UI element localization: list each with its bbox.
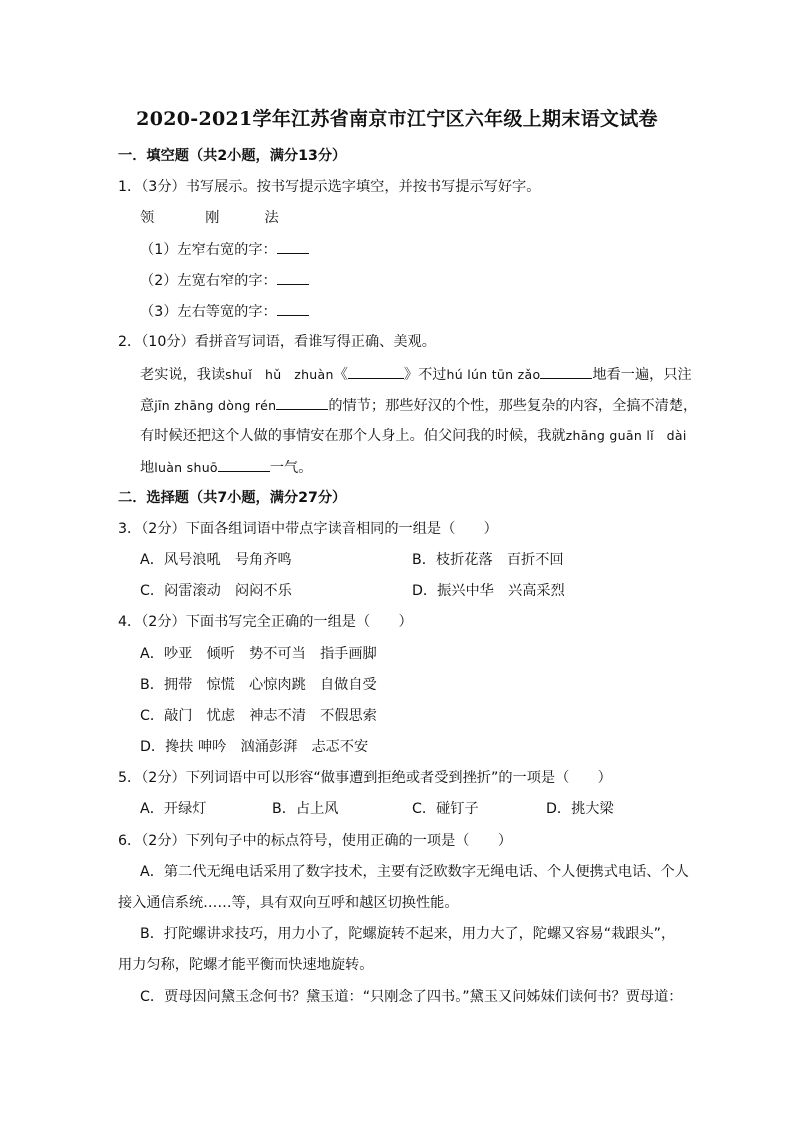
pinyin-prompt: shuǐ hǔ zhuàn	[225, 367, 334, 382]
section-heading-fill-blank: 一．填空题（共2小题，满分13分）	[118, 148, 347, 164]
question-5-option-a[interactable]: A．开绿灯	[140, 801, 207, 817]
text-segment: 老实说，我读	[140, 367, 226, 383]
question-5-option-b[interactable]: B．占上风	[272, 801, 339, 817]
answer-blank[interactable]	[277, 302, 309, 316]
answer-blank[interactable]	[276, 396, 328, 410]
text-segment: 一气。	[269, 460, 313, 476]
question-2-line-1	[140, 365, 692, 384]
answer-blank[interactable]	[348, 365, 404, 379]
question-4-stem: 4．（2分）下面书写完全正确的一组是（ ）	[118, 614, 413, 630]
text-segment: 《	[333, 367, 348, 383]
question-6-option-a-line-2[interactable]: 接入通信系统……等，具有双向互呼和越区切换性能。	[118, 895, 459, 911]
question-2-stem: 2．（10分）看拼音写词语，看谁写得正确、美观。	[118, 334, 436, 350]
question-6-option-a-line-1[interactable]: A．第二代无绳电话采用了数字技术，主要有泛欧数字无绳电话、个人便携式电话、个人	[140, 864, 689, 880]
question-5-option-d[interactable]: D．挑大梁	[546, 801, 614, 817]
text-segment: 有时候还把这个人做的事情安在那个人身上。伯父问我的时候，我就	[140, 428, 566, 444]
question-4-option-a[interactable]: A．吵亚 倾听 势不可当 指手画脚	[140, 646, 377, 662]
question-1-stem: 1．（3分）书写展示。按书写提示选字填空，并按书写提示写好字。	[118, 179, 541, 195]
text-segment: 意	[140, 398, 155, 414]
question-6-stem: 6．（2分）下列句子中的标点符号，使用正确的一项是（ ）	[118, 833, 513, 849]
question-1-sub-1	[140, 240, 309, 259]
question-2-line-2	[140, 396, 697, 415]
question-3-option-a[interactable]: A．风号浪吼 号角齐鸣	[140, 552, 292, 568]
answer-blank[interactable]	[218, 458, 270, 472]
pinyin-prompt: luàn shuō	[154, 460, 218, 475]
question-3-option-d[interactable]: D．振兴中华 兴高采烈	[412, 583, 565, 599]
answer-blank[interactable]	[277, 271, 309, 285]
question-1-sub-2	[140, 271, 309, 290]
char-option-3: 法	[264, 210, 279, 226]
question-4-option-d[interactable]: D．搀扶 呻吟 汹涌彭湃 忐忑不安	[140, 739, 369, 755]
question-2-line-4	[140, 458, 312, 477]
question-6-option-c-line-1[interactable]: C．贾母因问黛玉念何书？黛玉道：“只刚念了四书。”黛玉又问姊妹们读何书？贾母道：	[140, 989, 683, 1005]
question-1-sub-3	[140, 302, 309, 321]
sub-label: （2）左宽右窄的字：	[140, 273, 277, 289]
question-3-option-b[interactable]: B．枝折花落 百折不回	[412, 552, 564, 568]
question-6-option-b-line-1[interactable]: B．打陀螺讲求技巧，用力小了，陀螺旋转不起来，用力大了，陀螺又容易“栽跟头”，	[140, 926, 676, 942]
sub-label: （1）左窄右宽的字：	[140, 242, 277, 258]
question-3-option-c[interactable]: C．闷雷滚动 闷闷不乐	[140, 583, 292, 599]
answer-blank[interactable]	[540, 365, 592, 379]
question-2-line-3	[140, 427, 687, 445]
pinyin-prompt: hú lún tūn zǎo	[446, 367, 541, 382]
answer-blank[interactable]	[277, 240, 309, 254]
question-3-stem: 3．（2分）下面各组词语中带点字读音相同的一组是（ ）	[118, 521, 498, 537]
text-segment: 地看一遍，只注	[592, 367, 692, 383]
question-4-option-b[interactable]: B．拥带 惊慌 心惊肉跳 自做自受	[140, 677, 377, 693]
question-5-stem: 5．（2分）下列词语中可以形容“做事遭到拒绝或者受到挫折”的一项是（ ）	[118, 770, 612, 786]
question-4-option-c[interactable]: C．敲门 忧虑 神志不清 不假思索	[140, 708, 377, 724]
question-1-chars	[140, 209, 279, 227]
question-5-option-c[interactable]: C．碰钉子	[412, 801, 479, 817]
text-segment: 》不过	[403, 367, 447, 383]
pinyin-prompt: zhāng guān lǐ dài	[565, 428, 687, 443]
section-heading-multiple-choice: 二．选择题（共7小题，满分27分）	[118, 490, 347, 506]
pinyin-prompt: jīn zhāng dòng rén	[154, 398, 277, 413]
sub-label: （3）左右等宽的字：	[140, 304, 277, 320]
page-title: 2020-2021学年江苏省南京市江宁区六年级上期末语文试卷	[136, 108, 658, 130]
text-segment: 的情节；那些好汉的个性，那些复杂的内容，全搞不清楚，	[328, 398, 698, 414]
char-option-1: 领	[140, 210, 155, 226]
text-segment: 地	[140, 460, 155, 476]
char-option-2: 刚	[205, 210, 220, 226]
question-6-option-b-line-2[interactable]: 用力匀称，陀螺才能平衡而快速地旋转。	[118, 957, 374, 973]
